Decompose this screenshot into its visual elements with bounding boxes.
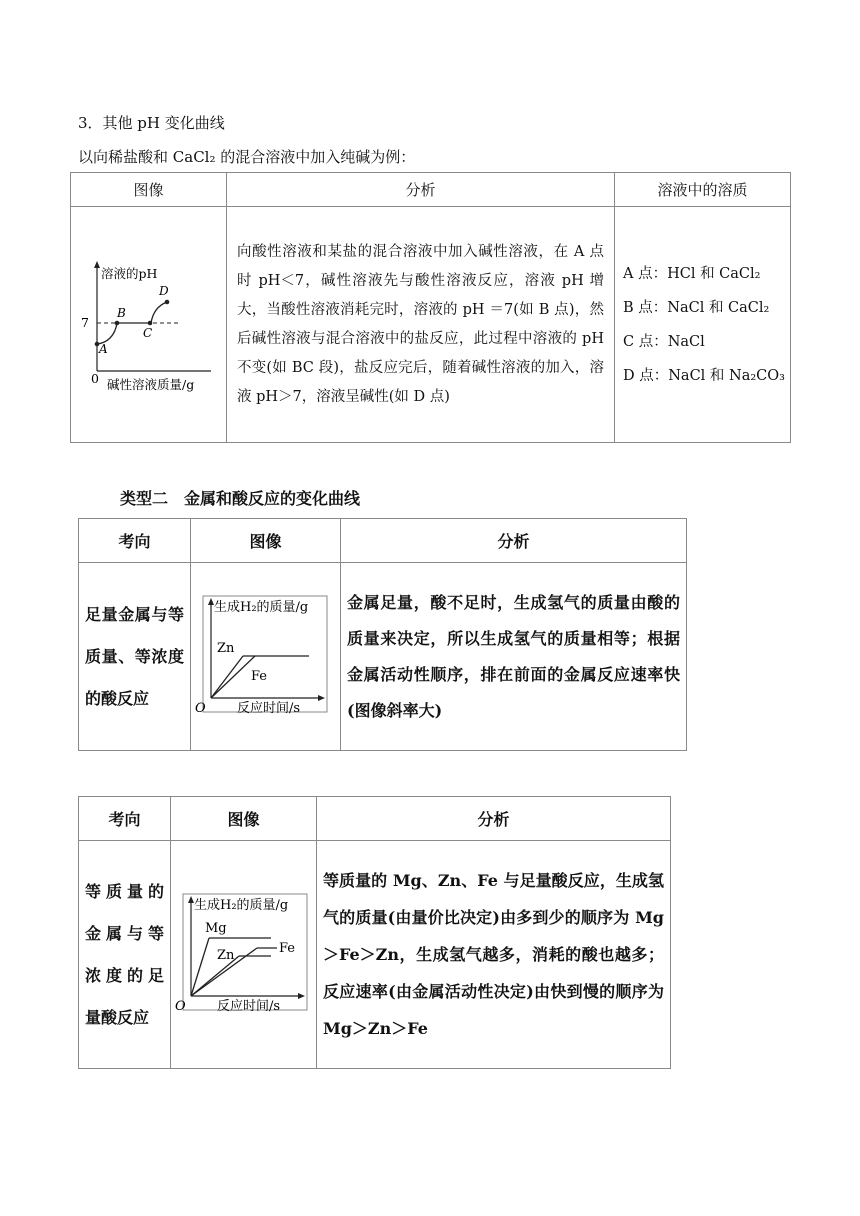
h2-mass-graph bbox=[171, 888, 315, 1018]
header-image: 图像 bbox=[71, 173, 227, 207]
analysis-text: 金属足量，酸不足时，生成氢气的质量由酸的质量来决定，所以生成氢气的质量相等；根据金属活动性顺序，排在前面的金属反应速率快(图像斜率大) bbox=[341, 563, 687, 751]
label-zn: Zn bbox=[217, 640, 235, 656]
h2-origin: O bbox=[175, 998, 186, 1014]
h2-x-label: 反应时间/s bbox=[217, 998, 281, 1014]
series-zn-line bbox=[211, 656, 243, 698]
h2-y-label: 生成H₂的质量/g bbox=[214, 599, 309, 615]
header-analysis: 分析 bbox=[227, 173, 615, 207]
ph-curve-graph bbox=[71, 253, 225, 393]
ph-y-tick-7: 7 bbox=[81, 314, 89, 330]
header-analysis: 分析 bbox=[341, 519, 687, 563]
header-image: 图像 bbox=[171, 797, 317, 841]
ph-curve-table bbox=[70, 172, 791, 443]
label-c: C bbox=[143, 325, 153, 340]
header-direction: 考向 bbox=[79, 519, 191, 563]
ph-analysis: 向酸性溶液和某盐的混合溶液中加入碱性溶液，在 A 点时 pH＜7，碱性溶液先与酸性溶液反应，溶液 pH 增大，当酸性溶液消耗完时，溶液的 pH ＝7(如 B 点)，然后碱性溶液与混合溶液中的盐反应，此过程中溶液的 pH 不变(如 BC 段)，盐反应完后，随着碱性溶液的加入，溶液 pH＞7，溶液呈碱性(如 D 点) bbox=[227, 207, 615, 443]
label-fe: Fe bbox=[251, 668, 268, 684]
solute-b: B 点：NaCl 和 CaCl₂ bbox=[623, 299, 770, 316]
header-analysis: 分析 bbox=[317, 797, 671, 841]
label-zn: Zn bbox=[217, 947, 235, 963]
ph-origin: 0 bbox=[91, 370, 99, 386]
solute-list bbox=[615, 207, 791, 443]
point-c bbox=[148, 320, 153, 325]
point-b bbox=[115, 320, 120, 325]
acid-excess-table bbox=[78, 796, 671, 1069]
h2-x-label: 反应时间/s bbox=[237, 700, 301, 716]
metal-excess-table bbox=[78, 518, 687, 751]
direction-text: 等质量的金属与等浓度的足量酸反应 bbox=[79, 841, 171, 1069]
label-b: B bbox=[117, 305, 126, 320]
header-solute: 溶液中的溶质 bbox=[615, 173, 791, 207]
label-a: A bbox=[99, 341, 108, 356]
label-fe: Fe bbox=[279, 940, 296, 956]
section-title: 3．其他 pH 变化曲线 bbox=[78, 114, 225, 132]
solute-c: C 点：NaCl bbox=[623, 333, 705, 350]
header-direction: 考向 bbox=[79, 797, 171, 841]
header-image: 图像 bbox=[191, 519, 341, 563]
analysis-text: 等质量的 Mg、Zn、Fe 与足量酸反应，生成氢气的质量(由量价比决定)由多到少的顺序为 Mg＞Fe＞Zn，生成氢气越多，消耗的酸也越多；反应速率(由金属活动性决定)由快到慢的顺序为 Mg＞Zn＞Fe bbox=[317, 841, 671, 1069]
solute-d: D 点：NaCl 和 Na₂CO₃ bbox=[623, 367, 785, 384]
ph-y-label: 溶液的pH bbox=[101, 265, 158, 281]
section-intro: 以向稀盐酸和 CaCl₂ 的混合溶液中加入纯碱为例： bbox=[78, 148, 416, 166]
h2-graph-cell bbox=[171, 841, 317, 1069]
ph-x-label: 碱性溶液质量/g bbox=[107, 376, 195, 392]
series-mg-line bbox=[191, 938, 209, 996]
ph-graph-cell bbox=[71, 207, 227, 443]
h2-origin: O bbox=[195, 700, 206, 716]
point-d bbox=[165, 299, 170, 304]
series-fe-line bbox=[211, 656, 255, 698]
h2-mass-graph bbox=[191, 590, 339, 720]
direction-text: 足量金属与等质量、等浓度的酸反应 bbox=[79, 563, 191, 751]
label-mg: Mg bbox=[205, 920, 227, 936]
label-d: D bbox=[159, 283, 169, 298]
h2-graph-cell bbox=[191, 563, 341, 751]
solute-a: A 点：HCl 和 CaCl₂ bbox=[623, 265, 761, 282]
h2-y-label: 生成H₂的质量/g bbox=[194, 897, 289, 913]
type2-title: 类型二 金属和酸反应的变化曲线 bbox=[120, 489, 361, 508]
